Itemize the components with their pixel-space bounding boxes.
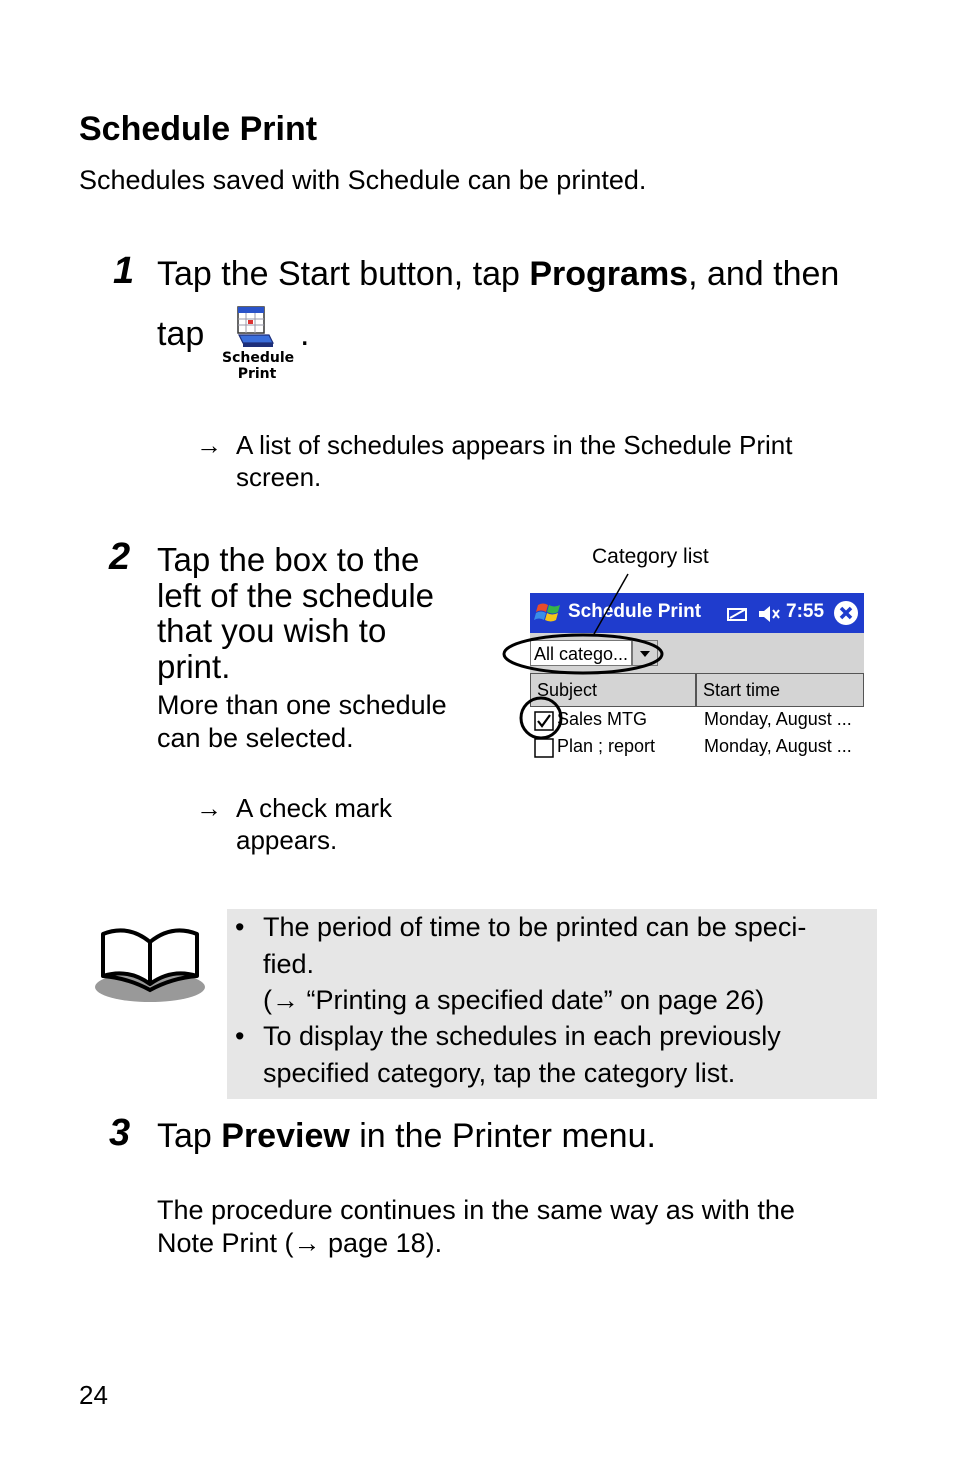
step-3-para-line1: The procedure continues in the same way as with the [157, 1195, 795, 1225]
note-item1-line2: fied. [263, 948, 315, 979]
schedule-print-icon-label [222, 350, 295, 382]
step-2-result-line2: appears. [236, 825, 338, 855]
calendar-printer-icon [235, 306, 275, 348]
note-bullet-1: • [235, 912, 245, 942]
step-1-tap: tap [157, 315, 205, 353]
step-3-text [157, 1118, 656, 1154]
step-1-period: . [300, 315, 310, 353]
step-2-line4: print. [157, 647, 231, 685]
step-1-result [196, 429, 856, 493]
step-3-para-line2: Note Print (→ page 18). [157, 1228, 443, 1258]
step-2-number: 2 [109, 536, 131, 578]
step-2-line3: that you wish to [157, 612, 387, 649]
step-2-sub-line2: can be selected. [157, 723, 354, 753]
intro-text: Schedules saved with Schedule can be printed. [79, 165, 647, 195]
note-item2-line1: To display the schedules in each previously [263, 1021, 781, 1051]
step-1-number: 1 [113, 250, 135, 292]
step-2-line2: left of the schedule [157, 576, 435, 614]
close-icon[interactable] [833, 600, 859, 626]
note-item2-line2: specified category, tap the category list. [263, 1057, 736, 1088]
step-1-text [157, 256, 839, 292]
step-1-result-line2: screen. [236, 462, 322, 492]
step-2-sub-line1: More than one schedule [157, 690, 447, 720]
speaker-icon[interactable] [756, 603, 782, 625]
icon-label-line2: Print [237, 366, 277, 382]
step-1-text-pre: Tap the Start button, tap [157, 255, 530, 293]
category-dropdown[interactable]: All catego... [530, 640, 632, 666]
step-1-text-post: , and then [688, 255, 840, 293]
column-header-start-time[interactable]: Start time [696, 673, 864, 707]
connectivity-icon[interactable] [726, 605, 750, 623]
step-3-text-post: in the Printer menu. [349, 1117, 656, 1155]
schedule-print-app-icon[interactable] [222, 304, 295, 386]
category-list-callout: Category list [592, 545, 709, 568]
note-item1-line1: The period of time to be printed can be speci- [263, 912, 807, 942]
column-header-subject[interactable]: Subject [530, 673, 696, 707]
step-1-result-line1: A list of schedules appears in the Schedule Print [236, 430, 793, 460]
step-2-line1: Tap the box to the [157, 541, 420, 578]
icon-label-line1: Schedule [222, 350, 295, 366]
step-1-programs: Programs [529, 255, 689, 293]
note-book-icon [93, 916, 207, 1004]
note-bullet-2: • [235, 1021, 245, 1051]
result-arrow-2: → [196, 793, 222, 823]
step-3-text-pre: Tap [157, 1117, 222, 1155]
step-3-preview: Preview [221, 1117, 350, 1155]
note-box [227, 909, 877, 1099]
step-2-result [196, 792, 496, 856]
step-2-result-line1: A check mark [236, 793, 393, 823]
page-number: 24 [79, 1380, 108, 1410]
row1-start[interactable]: Monday, August ... [704, 709, 852, 729]
result-arrow-1: → [196, 430, 222, 460]
row1-subject[interactable]: Sales MTG [557, 709, 648, 729]
row2-subject[interactable]: Plan ; report [557, 736, 656, 756]
row2-start[interactable]: Monday, August ... [704, 736, 852, 756]
callout-annotations [490, 560, 690, 780]
note-item1-line3: (→ “Printing a specified date” on page 26) [263, 985, 765, 1015]
step-2-text [157, 542, 434, 684]
step-3-paragraph [157, 1194, 795, 1260]
step-2-subtext [157, 689, 447, 755]
step-3-number: 3 [109, 1112, 131, 1154]
pda-app-title: Schedule Print [568, 601, 702, 622]
pda-clock: 7:55 [786, 601, 825, 622]
section-heading: Schedule Print [79, 110, 318, 148]
